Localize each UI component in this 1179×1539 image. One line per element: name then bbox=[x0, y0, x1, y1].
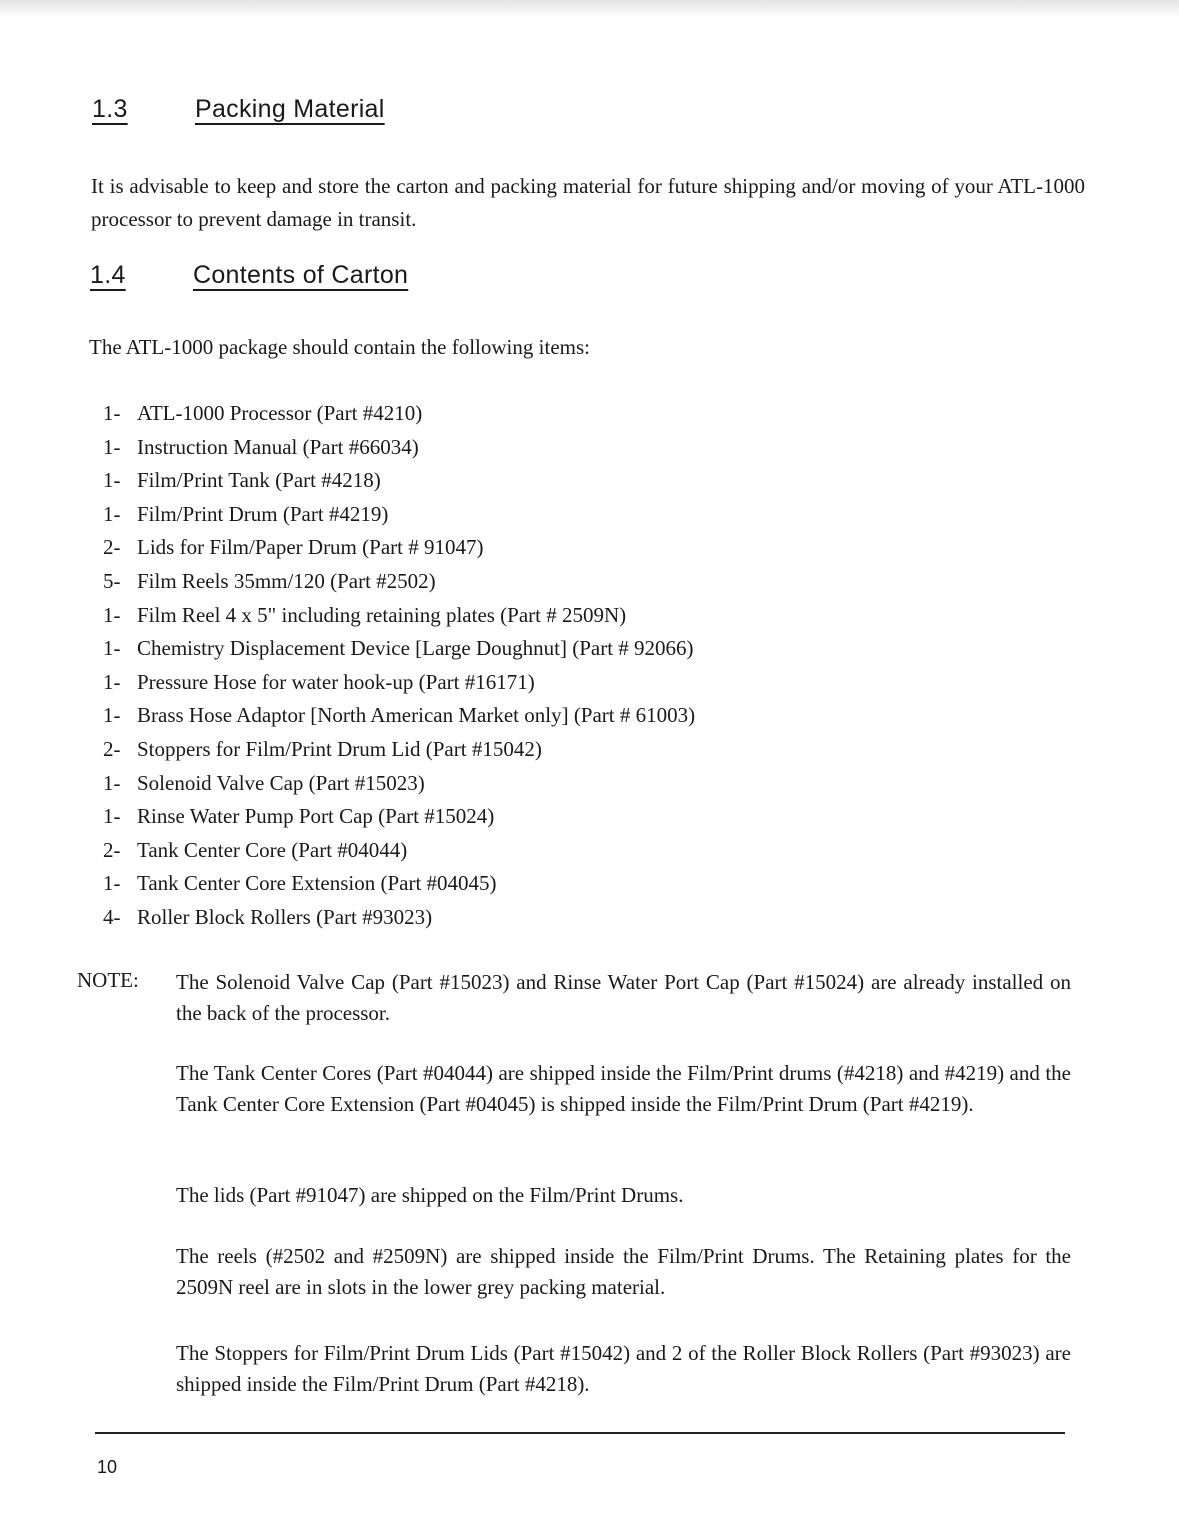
item-quantity: 1- bbox=[103, 434, 121, 459]
note-label: NOTE: bbox=[77, 968, 139, 992]
item-quantity: 5- bbox=[103, 568, 121, 593]
item-description: Film/Print Tank (Part #4218) bbox=[137, 468, 381, 493]
list-item bbox=[103, 767, 1003, 801]
footer-divider bbox=[95, 1432, 1065, 1434]
item-description: Pressure Hose for water hook-up (Part #16171) bbox=[137, 669, 535, 694]
section-title: Packing Material bbox=[195, 95, 385, 123]
list-item bbox=[103, 834, 1003, 868]
item-description: ATL-1000 Processor (Part #4210) bbox=[137, 401, 423, 425]
contents-intro: The ATL-1000 package should contain the following items: bbox=[89, 335, 590, 359]
page-number: 10 bbox=[97, 1457, 118, 1477]
section-title: Contents of Carton bbox=[193, 261, 409, 289]
list-item bbox=[103, 599, 1003, 633]
note-paragraph: The reels (#2502 and #2509N) are shipped inside the Film/Print Drums. The Retaining plates for the 2509N reel are in slots in the lower grey packing material. bbox=[176, 1244, 1071, 1299]
list-item bbox=[103, 498, 1003, 532]
list-item bbox=[103, 867, 1003, 901]
item-quantity: 1- bbox=[103, 669, 121, 694]
scan-edge-shadow bbox=[0, 0, 1179, 18]
section-number: 1.3 bbox=[92, 95, 128, 123]
list-item bbox=[103, 632, 1003, 666]
item-quantity: 1- bbox=[103, 703, 121, 728]
item-quantity: 1- bbox=[103, 871, 121, 896]
list-item bbox=[103, 733, 1003, 767]
note-paragraph: The Stoppers for Film/Print Drum Lids (Part #15042) and 2 of the Roller Block Rollers (Part #93023) are shipped inside the Film/Print Drum (Part #4218). bbox=[176, 1341, 1071, 1396]
carton-contents-list bbox=[103, 397, 1003, 935]
note-paragraph: The Tank Center Cores (Part #04044) are shipped inside the Film/Print drums (#4218) and #4219) and the Tank Center Core Extension (Part #04045) is shipped inside the Film/Print Drum (Part #4219). bbox=[176, 1061, 1071, 1116]
packing-material-paragraph: It is advisable to keep and store the carton and packing material for future shipping and/or moving of your ATL-1000 processor to prevent damage in transit. bbox=[91, 174, 1085, 231]
item-quantity: 1- bbox=[103, 602, 121, 627]
item-description: Tank Center Core Extension (Part #04045) bbox=[137, 871, 497, 896]
item-description: Chemistry Displacement Device [Large Doughnut] (Part # 92066) bbox=[137, 636, 694, 661]
note-paragraph: The lids (Part #91047) are shipped on the Film/Print Drums. bbox=[176, 1183, 684, 1207]
item-quantity: 1- bbox=[103, 468, 121, 493]
list-item bbox=[103, 800, 1003, 834]
list-item bbox=[103, 531, 1003, 565]
item-quantity: 4- bbox=[103, 904, 121, 929]
list-item bbox=[103, 699, 1003, 733]
item-description: Film/Print Drum (Part #4219) bbox=[137, 501, 389, 526]
list-item bbox=[103, 666, 1003, 700]
item-description: Roller Block Rollers (Part #93023) bbox=[137, 904, 433, 929]
item-quantity: 1- bbox=[103, 501, 121, 526]
list-item bbox=[103, 397, 1003, 431]
item-description: Rinse Water Pump Port Cap (Part #15024) bbox=[137, 804, 495, 829]
item-quantity: 2- bbox=[103, 535, 121, 560]
section-number: 1.4 bbox=[90, 261, 126, 289]
item-quantity: 1- bbox=[103, 770, 121, 795]
item-description: Brass Hose Adaptor [North American Market only] (Part # 61003) bbox=[137, 703, 696, 728]
note-paragraph: The Solenoid Valve Cap (Part #15023) and Rinse Water Port Cap (Part #15024) are already installed on the back of the processor. bbox=[176, 970, 1071, 1025]
list-item bbox=[103, 431, 1003, 465]
item-description: Film Reel 4 x 5" including retaining plates (Part # 2509N) bbox=[137, 602, 627, 627]
item-quantity: 1- bbox=[103, 804, 121, 829]
item-description: Tank Center Core (Part #04044) bbox=[137, 837, 408, 862]
item-quantity: 1- bbox=[103, 636, 121, 661]
item-quantity: 2- bbox=[103, 837, 121, 862]
item-description: Solenoid Valve Cap (Part #15023) bbox=[137, 770, 425, 795]
item-description: Instruction Manual (Part #66034) bbox=[137, 434, 419, 459]
item-description: Stoppers for Film/Print Drum Lid (Part #15042) bbox=[137, 736, 542, 761]
item-quantity: 1- bbox=[103, 401, 121, 425]
list-item bbox=[103, 565, 1003, 599]
list-item bbox=[103, 901, 1003, 935]
item-quantity: 2- bbox=[103, 736, 121, 761]
item-description: Lids for Film/Paper Drum (Part # 91047) bbox=[137, 535, 484, 560]
list-item bbox=[103, 464, 1003, 498]
item-description: Film Reels 35mm/120 (Part #2502) bbox=[137, 568, 436, 593]
